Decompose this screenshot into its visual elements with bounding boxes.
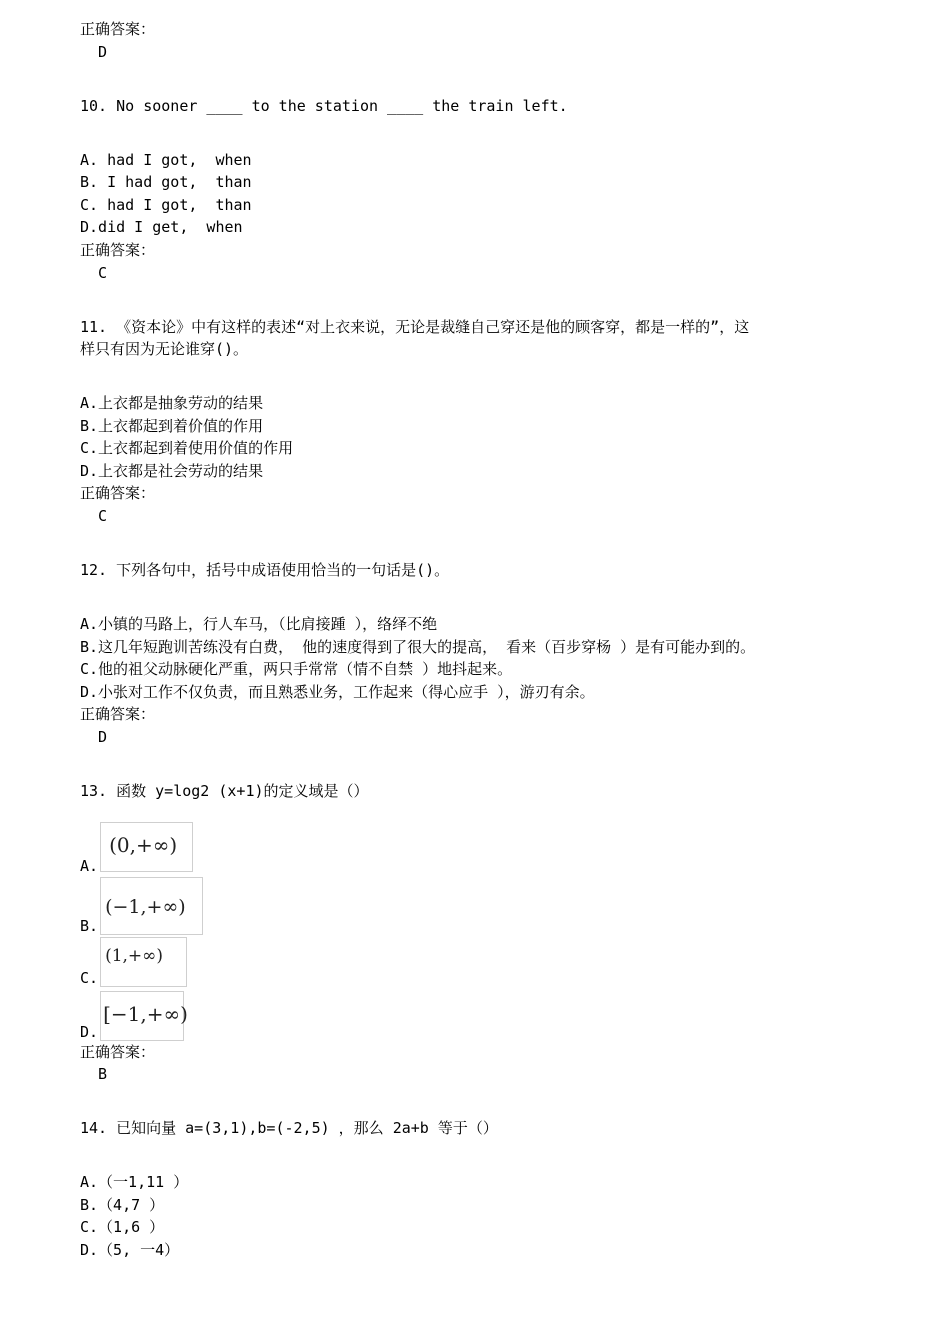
option-a: A. had I got, when [80, 150, 252, 169]
option-c [80, 935, 880, 987]
option-b: B. I had got, than [80, 173, 252, 192]
option-a: A.小镇的马路上，行人车马，（比肩接踵 ），络绎不绝 [80, 615, 438, 634]
answer-label: 正确答案： [80, 20, 156, 38]
answer-label: 正确答案： [80, 240, 156, 259]
math-formula: (1,+∞) [105, 945, 163, 966]
option-b: B.（4,7 ） [80, 1195, 165, 1214]
option-label: A. [80, 856, 99, 875]
option-c: C.（1,6 ） [80, 1218, 165, 1237]
option-b: B.这几年短跑训苦练没有白费， 他的速度得到了很大的提高， 看来（百步穿杨 ）是有可能办到的。 [80, 637, 756, 656]
question-stem: 10. No sooner ____ to the station ____ the train left. [80, 96, 568, 115]
option-c: C.上衣都起到着使用价值的作用 [80, 439, 294, 458]
question-stem: 11. 《资本论》中有这样的表述“对上衣来说，无论是裁缝自己穿还是他的顾客穿，都是一样的”，这 [80, 317, 750, 336]
option-label: C. [80, 968, 99, 987]
option-b: B.上衣都起到着价值的作用 [80, 416, 264, 435]
question-stem: 14. 已知向量 a=(3,1),b=(-2,5) ，那么 2a+b 等于（） [80, 1119, 498, 1138]
answer-value: B [98, 1065, 108, 1084]
answer-value: C [98, 263, 108, 282]
math-formula-image [100, 822, 193, 872]
document-page [80, 18, 880, 1262]
math-formula-image [100, 991, 188, 1041]
answer-label: 正确答案： [80, 705, 156, 724]
option-b [80, 875, 880, 935]
math-formula: (0,+∞) [109, 832, 178, 857]
math-formula: (−1,+∞) [105, 895, 186, 918]
math-formula-image [100, 877, 203, 935]
option-c: C. had I got, than [80, 195, 252, 214]
option-d: D.小张对工作不仅负责，而且熟悉业务，工作起来（得心应手 ），游刃有余。 [80, 682, 595, 701]
math-formula-image [100, 937, 187, 987]
answer-label: 正确答案： [80, 484, 156, 503]
answer-label: 正确答案： [80, 1042, 156, 1061]
option-d: D.did I get, when [80, 218, 243, 237]
option-d: D.（5, 一4） [80, 1240, 180, 1259]
option-d [80, 987, 880, 1041]
question-stem: 13. 函数 y=log2 (x+1)的定义域是（） [80, 781, 369, 800]
question-stem-continued: 样只有因为无论谁穿()。 [80, 340, 249, 359]
option-label: D. [80, 1022, 99, 1041]
answer-value: C [98, 507, 108, 526]
option-c: C.他的祖父动脉硬化严重，两只手常常（情不自禁 ）地抖起来。 [80, 660, 513, 679]
answer-value: D [98, 42, 108, 61]
math-formula: [−1,+∞) [103, 1001, 188, 1026]
answer-value: D [98, 728, 108, 746]
option-label: B. [80, 916, 99, 935]
option-a: A.（一1,11 ） [80, 1173, 189, 1192]
option-a: A.上衣都是抽象劳动的结果 [80, 394, 264, 413]
option-a [80, 821, 880, 875]
option-d: D.上衣都是社会劳动的结果 [80, 461, 264, 480]
question-stem: 12. 下列各句中，括号中成语使用恰当的一句话是()。 [80, 561, 450, 580]
